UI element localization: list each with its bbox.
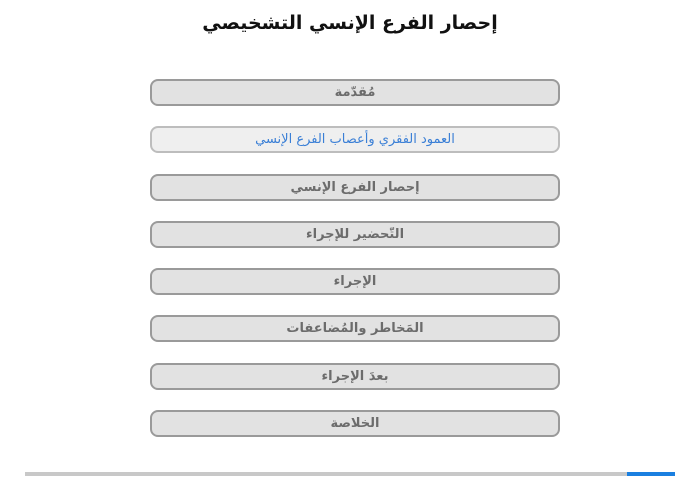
nav-item-procedure[interactable]: الإجراء xyxy=(150,268,560,295)
nav-item-spine-and-medial-branch-nerves[interactable]: العمود الفقري وأعصاب الفرع الإنسي xyxy=(150,126,560,153)
nav-item-risks-and-complications[interactable]: المَخاطر والمُضاعفات xyxy=(150,315,560,342)
progress-bar xyxy=(25,472,675,476)
page-title: إحصار الفرع الإنسي التشخيصي xyxy=(202,12,498,34)
nav-item-medial-branch-block[interactable]: إحصار الفرع الإنسي xyxy=(150,174,560,201)
progress-bar-fill xyxy=(627,472,675,476)
nav-item-after-procedure[interactable]: بعدَ الإجراء xyxy=(150,363,560,390)
nav-item-preparation[interactable]: التّحضير للإجراء xyxy=(150,221,560,248)
nav-item-summary[interactable]: الخلاصة xyxy=(150,410,560,437)
nav-item-introduction[interactable]: مُقدّمة xyxy=(150,79,560,106)
chapter-nav xyxy=(150,79,560,457)
